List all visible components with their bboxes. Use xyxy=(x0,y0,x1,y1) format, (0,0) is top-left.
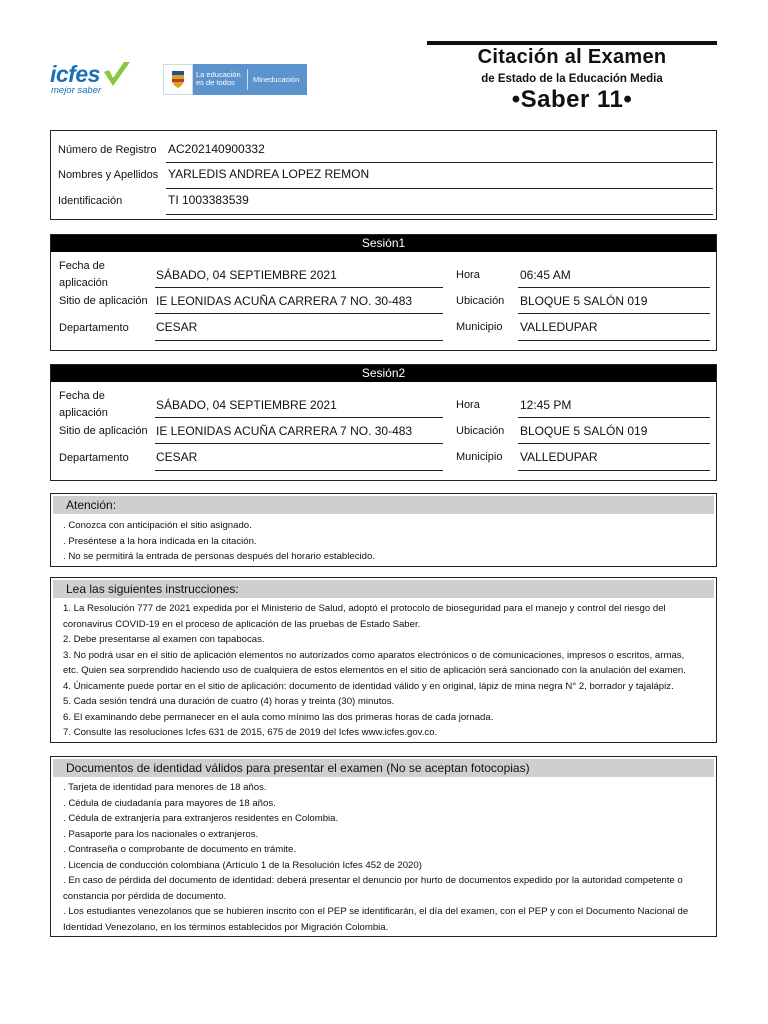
documento-line: . Cédula de ciudadanía para mayores de 18 años. xyxy=(63,797,276,809)
underline xyxy=(518,470,710,471)
nombres-value: YARLEDIS ANDREA LOPEZ REMON xyxy=(168,167,370,181)
municipio-label: Municipio xyxy=(456,451,503,463)
underline xyxy=(155,417,443,418)
underline xyxy=(166,188,713,189)
registro-value: AC202140900332 xyxy=(168,142,265,156)
fecha-label: Fecha de aplicación xyxy=(59,390,108,419)
ubicacion-label: Ubicación xyxy=(456,425,505,437)
sitio-label: Sitio de aplicación xyxy=(59,425,148,437)
municipio-value: VALLEDUPAR xyxy=(520,320,598,334)
instruccion-line: 1. La Resolución 777 de 2021 expedida por el Ministerio de Salud, adoptó el protocolo de bioseguridad para el manejo y control del riesgo del xyxy=(63,603,666,614)
municipio-label: Municipio xyxy=(456,321,503,333)
ministry-name: Mineducación xyxy=(253,75,300,84)
documento-line: Identidad Venezolano, en los términos establecidos por Migración Colombia. xyxy=(63,921,389,933)
documentos-title: Documentos de identidad válidos para presentar el examen (No se aceptan fotocopias) xyxy=(53,759,714,777)
ident-value: TI 1003383539 xyxy=(168,193,249,207)
hora-value: 12:45 PM xyxy=(520,398,572,412)
atencion-item: . No se permitirá la entrada de personas después del horario establecido. xyxy=(63,551,375,562)
instruccion-line: 7. Consulte las resoluciones Icfes 631 de 2015, 675 de 2019 del Icfes www.icfes.gov.co. xyxy=(63,727,438,738)
sitio-value: IE LEONIDAS ACUÑA CARRERA 7 NO. 30-483 xyxy=(156,424,413,438)
underline xyxy=(518,287,710,288)
instrucciones-box xyxy=(50,577,717,743)
documento-line: . Contraseña o comprobante de documento en trámite. xyxy=(63,844,297,855)
documentos-box xyxy=(50,756,717,937)
fecha-label: Fecha de aplicación xyxy=(59,260,108,289)
documento-line: constancia por pérdida de documento. xyxy=(63,890,227,902)
instrucciones-title: Lea las siguientes instrucciones: xyxy=(53,580,714,598)
underline xyxy=(518,340,710,341)
instruccion-line: 5. Cada sesión tendrá una duración de cuatro (4) horas y treinta (30) minutos. xyxy=(63,696,395,707)
sitio-value: IE LEONIDAS ACUÑA CARRERA 7 NO. 30-483 xyxy=(156,294,413,308)
underline xyxy=(155,313,443,314)
nombres-label: Nombres y Apellidos xyxy=(58,169,159,181)
session-2-title: Sesión2 xyxy=(51,365,716,382)
icfes-logo xyxy=(50,63,132,97)
session-2-box xyxy=(50,364,717,481)
departamento-value: CESAR xyxy=(156,450,198,464)
session-1-box xyxy=(50,234,717,351)
registration-box xyxy=(50,130,717,220)
departamento-label: Departamento xyxy=(59,452,129,464)
underline xyxy=(155,287,443,288)
page-title: Citación al Examen xyxy=(477,46,667,68)
session-1-title: Sesión1 xyxy=(51,235,716,252)
atencion-title: Atención: xyxy=(53,496,714,514)
atencion-item: . Conozca con anticipación el sitio asignado. xyxy=(63,520,252,531)
documento-line: . Los estudiantes venezolanos que se hubieren inscrito con el PEP se identificarán, el día del examen, con el PEP y con el Documento Nacional de xyxy=(63,906,689,917)
underline xyxy=(155,340,443,341)
documento-line: . Tarjeta de identidad para menores de 18 años. xyxy=(63,782,267,793)
checkmark-icon xyxy=(102,60,132,90)
coat-of-arms-icon xyxy=(163,64,193,95)
departamento-value: CESAR xyxy=(156,320,198,334)
government-logo xyxy=(163,64,307,95)
instruccion-line: coronavirus COVID-19 en el proceso de aplicación de las pruebas de Estado Saber. xyxy=(63,618,421,630)
ubicacion-value: BLOQUE 5 SALÓN 019 xyxy=(520,424,648,438)
sitio-label: Sitio de aplicación xyxy=(59,295,148,307)
ubicacion-label: Ubicación xyxy=(456,295,505,307)
fecha-value: SÁBADO, 04 SEPTIEMBRE 2021 xyxy=(156,398,337,412)
hora-label: Hora xyxy=(456,269,480,281)
underline xyxy=(166,162,713,163)
atencion-box xyxy=(50,493,717,567)
instruccion-line: 3. No podrá usar en el sitio de aplicación elementos no autorizados como aparatos electrónicos o de comunicaciones, impresos o escritos, armas, xyxy=(63,649,685,661)
page-subtitle: de Estado de la Educación Media xyxy=(481,73,663,85)
registro-label: Número de Registro xyxy=(58,144,157,156)
instruccion-line: 2. Debe presentarse al examen con tapabocas. xyxy=(63,634,265,645)
exam-name: •Saber 11• xyxy=(511,86,633,113)
fecha-value: SÁBADO, 04 SEPTIEMBRE 2021 xyxy=(156,268,337,282)
underline xyxy=(155,443,443,444)
ubicacion-value: BLOQUE 5 SALÓN 019 xyxy=(520,294,648,308)
header-rule xyxy=(427,41,717,45)
underline xyxy=(518,313,710,314)
departamento-label: Departamento xyxy=(59,322,129,334)
documento-line: . Licencia de conducción colombiana (Artículo 1 de la Resolución Icfes 452 de 2020) xyxy=(63,859,422,871)
underline xyxy=(155,470,443,471)
instruccion-line: etc. Quien sea sorprendido haciendo uso de cualquiera de estos elementos en el sitio de aplicación será sancionado con la anulación del examen. xyxy=(63,665,686,676)
documento-line: . Cédula de extranjería para extranjeros residentes en Colombia. xyxy=(63,813,339,824)
underline xyxy=(518,443,710,444)
municipio-value: VALLEDUPAR xyxy=(520,450,598,464)
icfes-tagline: mejor saber xyxy=(51,85,102,96)
instruccion-line: 4. Únicamente puede portar en el sitio de aplicación: documento de identidad válido y en original, lápiz de mina negra N° 2, borrador y tajalápiz. xyxy=(63,680,674,692)
underline xyxy=(518,417,710,418)
documento-line: . En caso de pérdida del documento de identidad: deberá presentar el denuncio por hurto de documentos expedido por la autoridad competente o xyxy=(63,875,683,886)
documento-line: . Pasaporte para los nacionales o extranjeros. xyxy=(63,828,259,840)
hora-label: Hora xyxy=(456,399,480,411)
instruccion-line: 6. El examinando debe permanecer en el aula como mínimo las dos primeras horas de cada jornada. xyxy=(63,711,494,723)
gov-slogan: La educación es de todos xyxy=(196,70,241,87)
hora-value: 06:45 AM xyxy=(520,268,571,282)
ident-label: Identificación xyxy=(58,195,123,207)
icfes-wordmark: icfes xyxy=(50,61,100,87)
underline xyxy=(166,214,713,215)
gov-divider xyxy=(247,69,248,90)
atencion-item: . Preséntese a la hora indicada en la citación. xyxy=(63,535,257,547)
